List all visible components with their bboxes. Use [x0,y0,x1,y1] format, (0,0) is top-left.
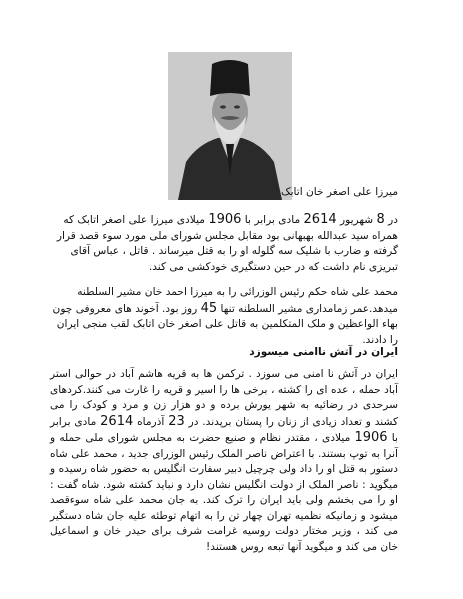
number: 1906 [208,212,242,227]
section-heading: ایران در آتش ناامنی میسوزد [249,346,398,358]
text-segment: میلادی ، مقتدر نظام و صنیع حضرت به مجلس شورای ملی حمله و آنرا به توپ بستند. با اعتراض ناصر الملک رئیس الوزرای جدید ، محمد علی شاه دستور به قتل او را داد ولی چرچیل دبیر سفارت انگلیس به حضور شاه رسیده و میگوید : ناصر الملک از دولت انگلیس نشان دارد و نباید کشته شود. شاه گفت : او را می بخشم ولی باید ایران را ترک کند. به جان محمد علی شاه سوءقصد میشود و زمانیکه نظمیه تهران چهار تن را به اتهام توطئه علیه جان شاه دستگیر می کند ، وزیر مختار دولت روسیه غرامت شرف برای حیدر خان و اسماعیل خان می کند و میگوید آنها تبعه روس هستند! [50,432,398,553]
number: 1906 [354,430,388,445]
text-segment: محمد علی شاه حکم رئیس الوزرائی را به میرزا احمد خان مشیر السلطنه میدهد.عمر زمامداری مشیر السلطنه تنها [77,286,398,315]
text-segment: میلادی میرزا علی اصغر اتابک که همراه سید عبدالله بهبهانی بود مقابل مجلس شورای ملی مورد سوء قصد قرار گرفته و ضارب با شلیک سه گلوله او را به قتل میرساند . قاتل ، عباس آقای تبریزی نام داشت که در حین دستگیری خودکشی می کند. [56,214,398,273]
paragraph-prime-minister [50,285,398,348]
number: 45 [200,300,218,316]
text-segment: مادی برابر با [50,415,398,444]
photo-caption: میرزا علی اصغر خان اتابک [281,186,398,198]
text-segment: روز بود. آخوند های معروفی چون بهاء الواعظین و ملک المتکلمین به قاتل علی اصغر خان اتابک لقب منجی ایران را دادند. [52,302,398,346]
text-segment: ایران در آتش نا امنی می سوزد . ترکمن ها به قریه هاشم آباد در حوالی استر آباد حمله ، عده ای را کشته ، برخی ها را اسیر و قریه را غارت می کنند.کردهای سرحدی در رضائیه به شهر یورش برده و دو هزار زن و مرد و کودک را می کشند و تعداد زیادی از زنان را پستان برپدند. در [50,368,398,428]
number: 23 [168,413,185,429]
paragraph-assassination [50,212,398,275]
text-segment: مادی برابر با [241,214,304,226]
number: 2614 [100,413,134,429]
number: 2614 [303,212,337,227]
text-segment: آذرماه [133,415,169,428]
portrait-icon [168,52,292,200]
number: 8 [376,212,385,227]
text-segment: در [384,214,398,226]
text-segment: شهریور [336,214,377,226]
portrait-photo [168,52,292,200]
paragraph-insecurity [50,367,398,555]
